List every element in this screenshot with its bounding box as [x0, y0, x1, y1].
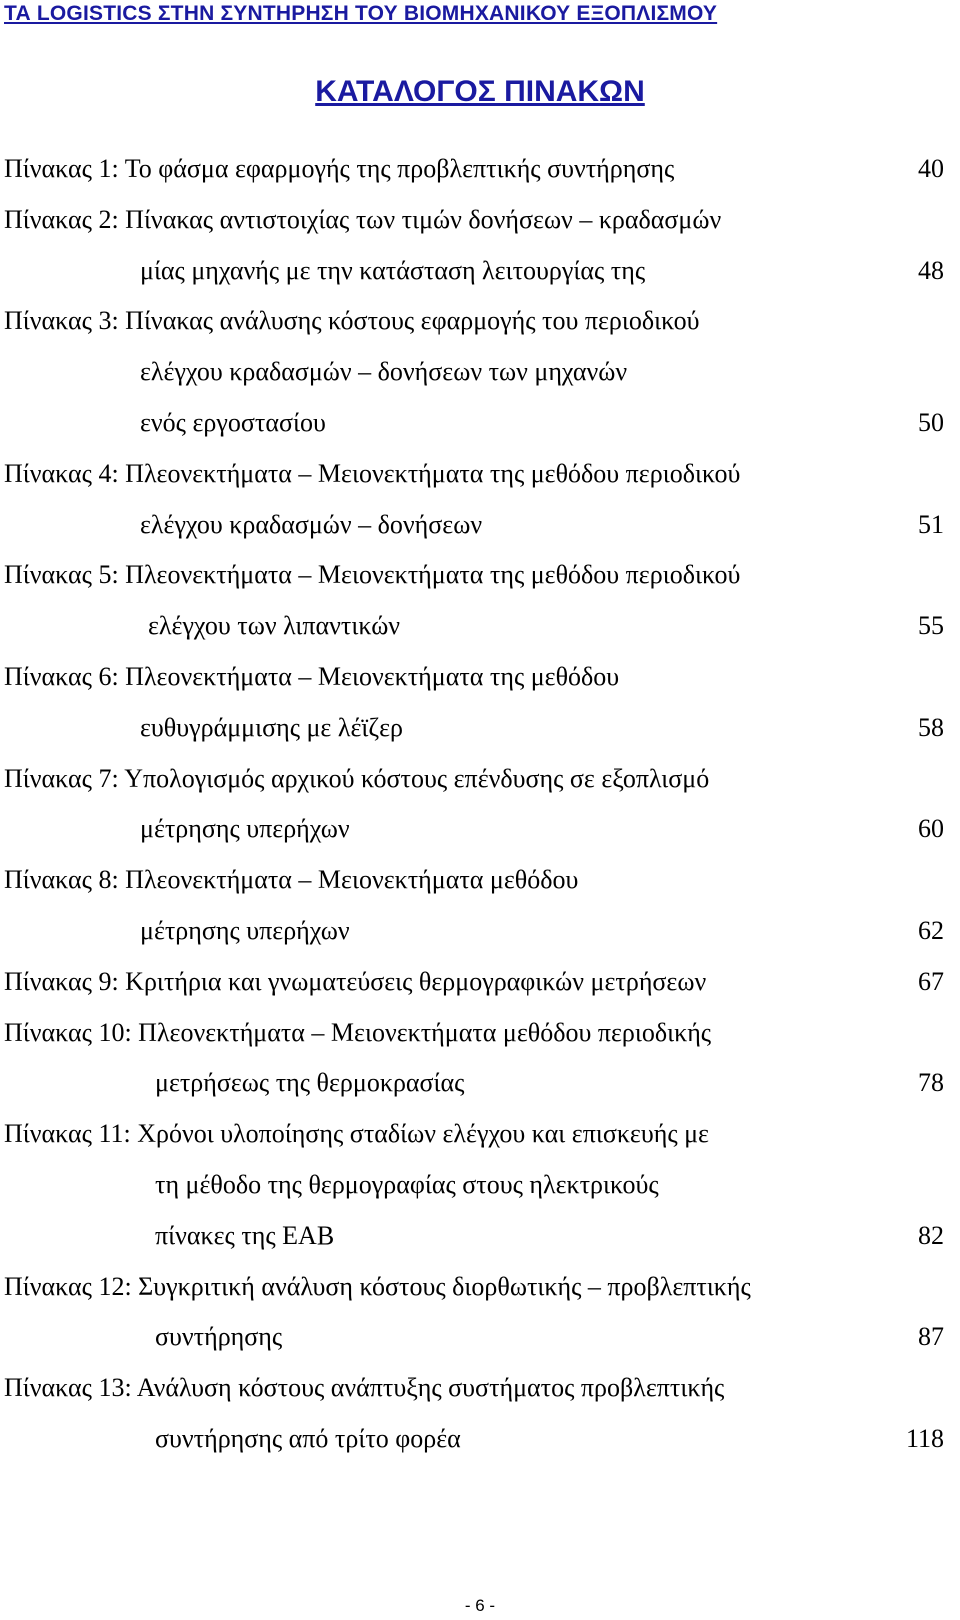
toc-entry-page-number: 55 — [918, 611, 944, 641]
toc-entry-line — [0, 957, 960, 1008]
page-title: ΚΑΤΑΛΟΓΟΣ ΠΙΝΑΚΩΝ — [315, 75, 645, 108]
toc-entry-page-number: 50 — [918, 407, 944, 437]
toc-entry-title: Πίνακας 8: Πλεονεκτήματα – Μειονεκτήματα μεθόδου — [4, 865, 579, 895]
toc-entry-line — [0, 1109, 960, 1160]
toc-entry-line — [0, 398, 960, 449]
toc-entry-title: Πίνακας 13: Ανάλυση κόστους ανάπτυξης συστήματος προβλεπτικής — [4, 1373, 725, 1403]
toc-entry-line — [0, 1414, 960, 1465]
toc-entry-title: Πίνακας 1: Το φάσμα εφαρμογής της προβλεπτικής συντήρησης — [4, 154, 675, 183]
toc-entry-line — [0, 652, 960, 703]
toc-entry-page-number: 60 — [918, 814, 944, 844]
toc-entry-title: Πίνακας 10: Πλεονεκτήματα – Μειονεκτήματα μεθόδου περιοδικής — [4, 1017, 712, 1047]
toc-entry-line — [0, 754, 960, 805]
toc-entry-continuation: πίνακες της ΕΑΒ — [155, 1220, 335, 1250]
toc-entry-page-number: 78 — [918, 1068, 944, 1098]
toc-entry-line — [0, 246, 960, 297]
toc-entry-line — [0, 906, 960, 957]
toc-entry-title: Πίνακας 9: Κριτήρια και γνωματεύσεις θερμογραφικών μετρήσεων — [4, 966, 707, 996]
toc-entry-line — [0, 1312, 960, 1363]
toc-entry-page-number: 40 — [918, 154, 944, 183]
toc-entry-line — [0, 804, 960, 855]
toc-entry-continuation: μίας μηχανής με την κατάσταση λειτουργίας της — [140, 255, 646, 285]
running-header: ΤΑ LOGISTICS ΣΤΗΝ ΣΥΝΤΗΡΗΣΗ ΤΟΥ ΒΙΟΜΗΧΑΝΙΚΟΥ ΕΞΟΠΛΙΣΜΟΥ — [4, 2, 718, 25]
toc-entry-line — [0, 855, 960, 906]
toc-entry-continuation: μέτρησης υπερήχων — [140, 915, 350, 945]
toc-entry-line — [0, 601, 960, 652]
toc-entry-page-number: 67 — [918, 966, 944, 996]
toc-entry-line — [0, 703, 960, 754]
toc-entry-continuation: τη μέθοδο της θερμογραφίας στους ηλεκτρικούς — [155, 1169, 659, 1199]
toc-entry-line — [0, 449, 960, 500]
toc-entry-page-number: 62 — [918, 915, 944, 945]
toc-entry-continuation: ευθυγράμμισης με λέϊζερ — [140, 712, 404, 742]
toc-entry-continuation: ελέγχου των λιπαντικών — [148, 611, 401, 641]
toc-entry-page-number: 118 — [905, 1423, 944, 1453]
toc-entry-continuation: ελέγχου κραδασμών – δονήσεων των μηχανών — [140, 357, 628, 387]
toc-entry-page-number: 51 — [918, 509, 944, 539]
toc-entry-title: Πίνακας 6: Πλεονεκτήματα – Μειονεκτήματα της μεθόδου — [4, 661, 620, 691]
toc-entry-line — [0, 1008, 960, 1059]
toc-entry-line — [0, 296, 960, 347]
toc-entry-title: Πίνακας 5: Πλεονεκτήματα – Μειονεκτήματα της μεθόδου περιοδικού — [4, 560, 741, 590]
toc-entry-continuation: συντήρησης — [155, 1322, 283, 1352]
toc-entry-line — [0, 1058, 960, 1109]
toc-entry-line — [0, 500, 960, 551]
toc-entry-line — [0, 1363, 960, 1414]
toc-entry-continuation: ελέγχου κραδασμών – δονήσεων — [140, 509, 483, 539]
toc-entry-line — [0, 1160, 960, 1211]
toc-entry-continuation: συντήρησης από τρίτο φορέα — [155, 1423, 461, 1453]
toc-entry-continuation: ενός εργοστασίου — [140, 407, 326, 437]
toc-entry-line — [0, 1211, 960, 1262]
table-of-tables — [0, 144, 960, 1465]
page-number: - 6 - — [464, 1596, 496, 1615]
toc-entry-line — [0, 550, 960, 601]
toc-entry-page-number: 87 — [918, 1322, 944, 1352]
toc-entry-page-number: 58 — [918, 712, 944, 742]
toc-entry-page-number: 48 — [918, 255, 944, 285]
toc-entry-line — [0, 1262, 960, 1313]
toc-entry-continuation: μέτρησης υπερήχων — [140, 814, 350, 844]
toc-entry-line — [0, 347, 960, 398]
toc-entry-line — [0, 195, 960, 246]
toc-entry-title: Πίνακας 12: Συγκριτική ανάλυση κόστους διορθωτικής – προβλεπτικής — [4, 1271, 751, 1301]
toc-entry-title: Πίνακας 2: Πίνακας αντιστοιχίας των τιμών δονήσεων – κραδασμών — [4, 204, 722, 234]
toc-entry-continuation: μετρήσεως της θερμοκρασίας — [155, 1068, 465, 1098]
toc-entry-title: Πίνακας 7: Υπολογισμός αρχικού κόστους επένδυσης σε εξοπλισμό — [4, 763, 710, 793]
toc-entry-title: Πίνακας 4: Πλεονεκτήματα – Μειονεκτήματα της μεθόδου περιοδικού — [4, 458, 741, 488]
toc-entry-line — [0, 144, 960, 195]
toc-entry-title: Πίνακας 3: Πίνακας ανάλυσης κόστους εφαρμογής του περιοδικού — [4, 306, 700, 336]
toc-entry-page-number: 82 — [918, 1220, 944, 1250]
toc-entry-title: Πίνακας 11: Χρόνοι υλοποίησης σταδίων ελέγχου και επισκευής με — [4, 1119, 709, 1149]
